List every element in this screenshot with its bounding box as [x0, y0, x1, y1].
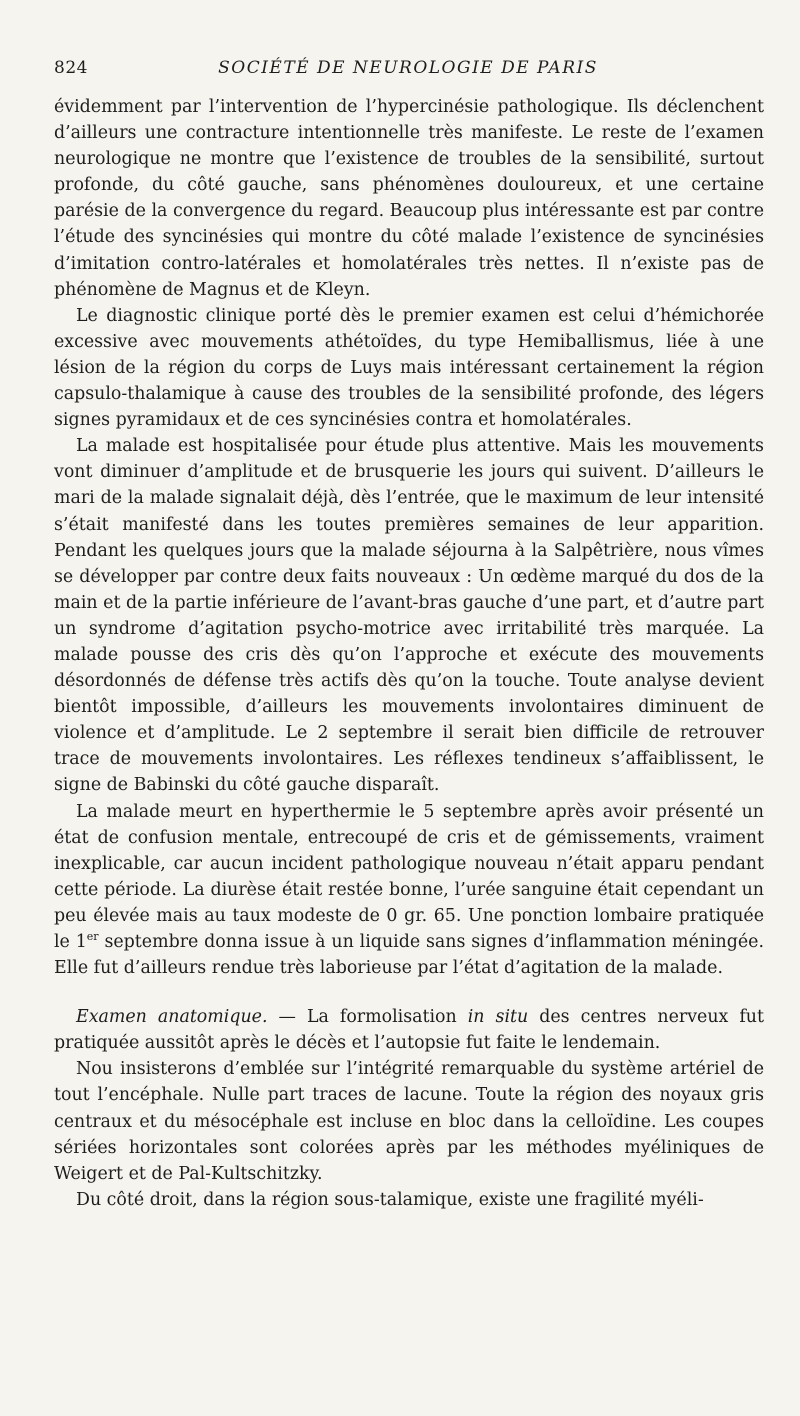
- journal-title: SOCIÉTÉ DE NEUROLOGIE DE PARIS: [218, 58, 598, 78]
- paragraph-5-dash: — La formolisation: [267, 1007, 468, 1028]
- paragraph-5: [54, 1004, 764, 1056]
- page-number: 824: [54, 58, 88, 78]
- running-head: [54, 58, 762, 84]
- body-text: [54, 94, 764, 1213]
- section-label: Examen anatomique.: [76, 1007, 268, 1028]
- paragraph-1: évidemment par l’intervention de l’hypercinésie pathologique. Ils déclenchent d’ailleurs une contracture intentionnelle très manifeste. Le reste de l’examen neurologique ne montre que l’existence de troubles de la sensibilité, surtout profonde, du côté gauche, sans phénomènes douloureux, et une certaine parésie de la convergence du regard. Beaucoup plus intéressante est par contre l’étude des syncinésies qui montre du côté malade l’existence de syncinésies d’imitation contro-latérales et homolatérales très nettes. Il n’existe pas de phénomène de Magnus et de Kleyn.: [54, 97, 764, 300]
- paragraph-4-text-b: septembre donna issue à un liquide sans signes d’inflammation méningée. Elle fut d’ailleurs rendue très laborieuse par l’état d’agitation de la malade.: [54, 932, 764, 979]
- latin-phrase: in situ: [467, 1007, 529, 1028]
- paragraph-3: La malade est hospitalisée pour étude plus attentive. Mais les mouvements vont diminuer d’amplitude et de brusquerie les jours qui suivent. D’ailleurs le mari de la malade signalait déjà, dès l’entrée, que le maximum de leur intensité s’était manifesté dans les toutes premières semaines de leur apparition. Pendant les quelques jours que la malade séjourna à la Salpêtrière, nous vîmes se développer par contre deux faits nouveaux : Un œdème marqué du dos de la main et de la partie inférieure de l’avant-bras gauche d’une part, et d’autre part un syndrome d’agitation psycho-motrice avec irritabilité très marquée. La malade pousse des cris dès qu’on l’approche et exécute des mouvements désordonnés de défense très actifs dès qu’on la touche. Toute analyse devient bientôt impossible, d’ailleurs les mouvements involontaires diminuent de violence et d’amplitude. Le 2 septembre il serait bien difficile de retrouver trace de mouvements involontaires. Les réflexes tendineux s’affaiblissent, le signe de Babinski du côté gauche disparaît.: [54, 436, 764, 796]
- paragraph-4: [54, 799, 764, 982]
- paragraph-2: Le diagnostic clinique porté dès le premier examen est celui d’hémichorée excessive avec mouvements athétoïdes, du type Hemiballismus, liée à une lésion de la région du corps de Luys mais intéressant certainement la région capsulo-thalamique à cause des troubles de la sensibilité profonde, des légers signes pyramidaux et de ces syncinésies contra et homolatérales.: [54, 305, 764, 431]
- paragraph-4-text-a: La malade meurt en hyperthermie le 5 septembre après avoir présenté un état de confusion mentale, entrecoupé de cris et de gémissements, vraiment inexplicable, car aucun incident pathologique nouveau n’était apparu pendant cette période. La diurèse était restée bonne, l’urée sanguine était cependant un peu élevée mais au taux modeste de 0 gr. 65. Une ponction lombaire pratiquée le 1: [54, 801, 764, 952]
- paragraph-7: Du côté droit, dans la région sous-talamique, existe une fragilité myéli-: [76, 1189, 704, 1210]
- paragraph-6: Nou insisterons d’emblée sur l’intégrité remarquable du système artériel de tout l’encéphale. Nulle part traces de lacune. Toute la région des noyaux gris centraux et du mésocéphale est incluse en bloc dans la celloïdine. Les coupes sériées horizontales sont colorées après par les méthodes myéliniques de Weigert et de Pal-Kultschitzky.: [54, 1059, 764, 1184]
- ordinal-superscript: er: [86, 930, 99, 944]
- section-gap: [54, 981, 764, 1004]
- paragraph-5-rest: des centres nerveux fut pratiquée aussitôt après le décès et l’autopsie fut faite le lendemain.: [54, 1007, 764, 1054]
